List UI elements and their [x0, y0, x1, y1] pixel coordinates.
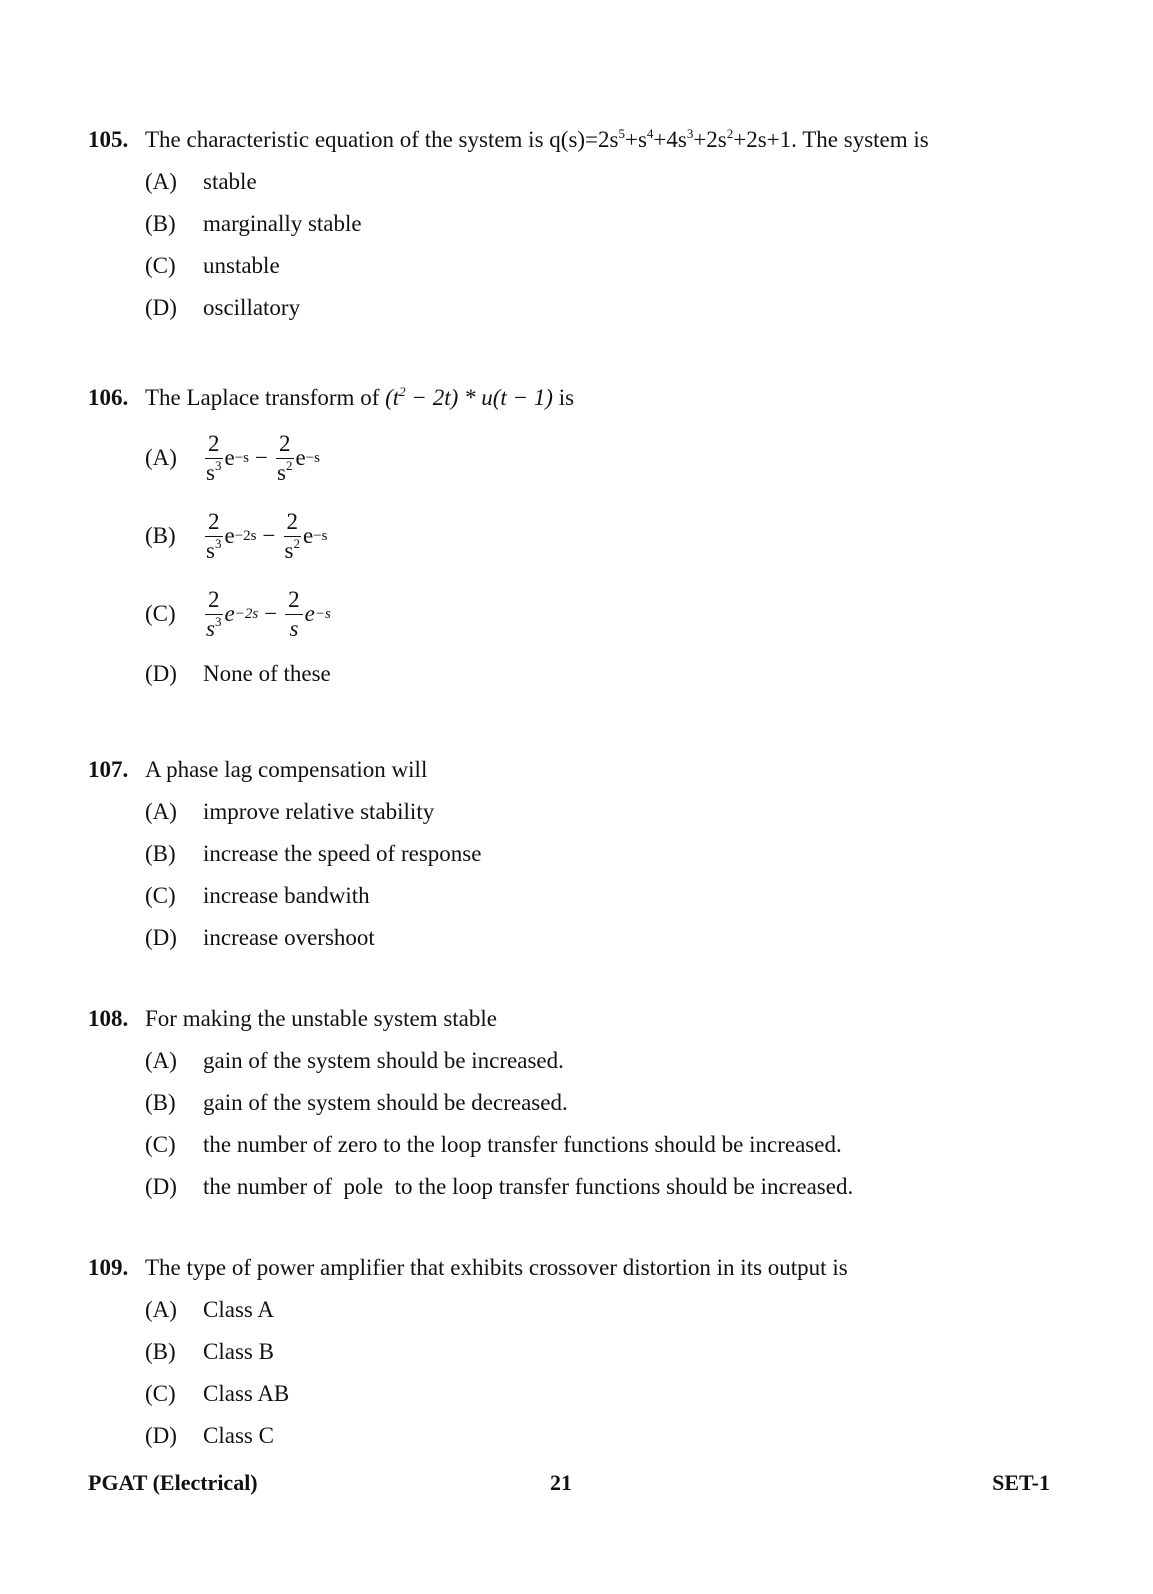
question-107 [88, 749, 1088, 959]
question-stem [88, 119, 1088, 161]
question-number: 108. [88, 1006, 129, 1031]
footer-exam-title: PGAT (Electrical) [88, 1470, 258, 1495]
option-c[interactable]: (C) unstable [145, 253, 280, 278]
option-c[interactable]: (C) Class AB [145, 1381, 290, 1406]
question-stem [88, 377, 1088, 419]
question-106 [88, 377, 1088, 695]
question-text: The type of power amplifier that exhibits crossover distortion in its output is [145, 1255, 848, 1280]
question-stem [88, 749, 1088, 791]
question-108 [88, 998, 1088, 1208]
question-text: The characteristic equation of the system is [145, 127, 544, 152]
fraction: $\frac{2}{s}$ [285, 587, 303, 641]
option-b[interactable]: (B) marginally stable [145, 211, 362, 236]
question-text: The Laplace transform of [145, 385, 380, 410]
fraction: $\frac{2}{s^2}$ [277, 431, 293, 485]
fraction: $\frac{2}{s^3}$ [206, 431, 222, 485]
laplace-expression: $(t^2 - 2t) * u(t - 1)$ [385, 384, 553, 410]
option-c[interactable]: (C) $\frac{2}{s^3}$ e −2s − $\frac{2}{s}$ e −s [145, 587, 331, 641]
option-c[interactable]: (C) increase bandwith [145, 883, 370, 908]
option-a[interactable]: (A) gain of the system should be increased. [145, 1048, 564, 1073]
footer-set-label: SET-1 [992, 1470, 1050, 1495]
question-text: For making the unstable system stable [145, 1006, 497, 1031]
option-d[interactable]: (D) Class C [145, 1423, 274, 1448]
option-a[interactable]: (A) Class A [145, 1297, 274, 1322]
footer-page-number: 21 [550, 1470, 572, 1495]
option-a[interactable]: (A) $\frac{2}{s^3}$ e −s − $\frac{2}{s^2}$ e −s [145, 431, 321, 485]
question-number: 106. [88, 385, 129, 410]
question-stem [88, 998, 1088, 1040]
question-105 [88, 119, 1088, 329]
fraction: $\frac{2}{s^3}$ [206, 509, 222, 563]
question-109 [88, 1247, 1088, 1457]
option-d[interactable]: (D) None of these [145, 661, 331, 686]
option-d[interactable]: (D) oscillatory [145, 295, 301, 320]
option-a[interactable]: (A) stable [145, 169, 257, 194]
question-number: 107. [88, 757, 129, 782]
option-b[interactable]: (B) Class B [145, 1339, 274, 1364]
characteristic-equation: $q(s)=2s^5+s^4+4s^3+2s^2+2s+1$ [549, 126, 792, 152]
option-b[interactable]: (B) increase the speed of response [145, 841, 482, 866]
fraction: $\frac{2}{s^2}$ [284, 509, 300, 563]
option-c[interactable]: (C) the number of zero to the loop transfer functions should be increased. [145, 1132, 842, 1157]
page-footer [88, 1470, 1050, 1500]
question-text: A phase lag compensation will [145, 757, 428, 782]
question-number: 109. [88, 1255, 129, 1280]
option-b[interactable]: (B) gain of the system should be decreased. [145, 1090, 568, 1115]
question-text-after: . The system is [791, 127, 929, 152]
fraction: $\frac{2}{s^3}$ [206, 587, 222, 641]
question-number: 105. [88, 127, 129, 152]
option-a[interactable]: (A) improve relative stability [145, 799, 435, 824]
option-b[interactable]: (B) $\frac{2}{s^3}$ e −2s − $\frac{2}{s^2}$ e −s [145, 509, 328, 563]
question-stem [88, 1247, 1088, 1289]
option-d[interactable]: (D) the number of pole to the loop transfer functions should be increased. [145, 1174, 854, 1199]
option-d[interactable]: (D) increase overshoot [145, 925, 375, 950]
question-text-after: is [558, 385, 575, 410]
